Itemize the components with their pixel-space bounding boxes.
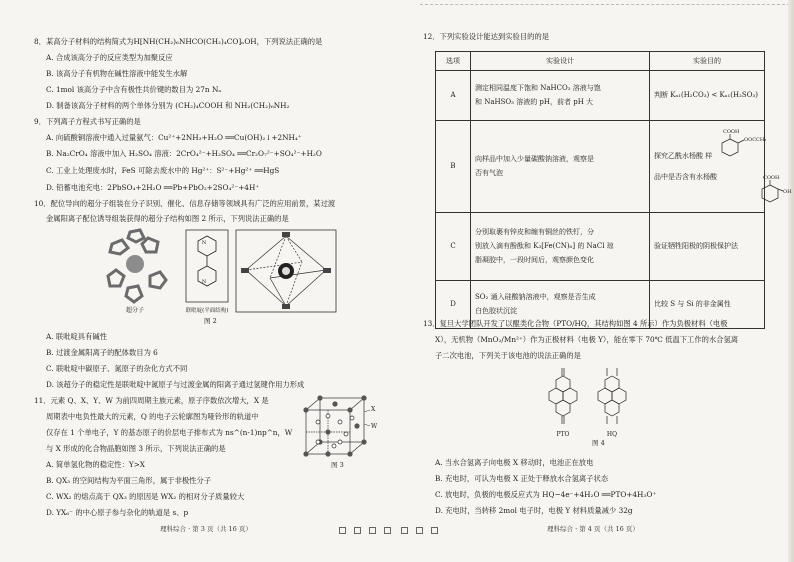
- q11-option-c: C. WX₂ 的熔点高于 QX₃ 的原因是 WX₂ 的相对分子质量较大: [46, 492, 245, 501]
- fig4-label-hq: HQ: [606, 431, 618, 438]
- figure-2: [90, 226, 370, 318]
- q10-option-d: D. 该超分子的稳定性是联吡啶中氮原子与过渡金属的阳离子通过氢键作用力形成: [46, 380, 305, 389]
- q8-stem: 8．某高分子材料的结构简式为H[NH(CH₂)₆NHCO(CH₂)₄CO]ₙOH，下列说法正确的是: [34, 37, 323, 46]
- q9-option-d: D. 铅蓄电池充电：2PbSO₄+2H₂O ══Pb+PbO₂+2SO₄²⁻+4H⁺: [46, 183, 260, 192]
- q13-option-d: D. 充电时，当转移 2mol 电子时，电极 Y 材料质量减少 32g: [435, 506, 633, 515]
- row-a-option: A: [436, 71, 471, 121]
- q11-option-a: A. 简单氢化物的稳定性：Y>X: [46, 460, 146, 469]
- table-row: [436, 121, 765, 213]
- salicylic-cooh-label: COOH: [763, 175, 780, 181]
- q8-option-d: D. 制备该高分子材料的两个单体分别为 (CH₂)₄COOH 和 NH₂(CH₂)₆NH₂: [46, 101, 290, 110]
- header-design: 实验设计: [471, 52, 650, 71]
- bipyridine-n-bottom: N: [201, 279, 207, 285]
- q9-option-a: A. 向硫酸铜溶液中通入过量氨气：Cu²⁺+2NH₃+H₂O ══Cu(OH)₂↓+2NH₄⁺: [46, 133, 302, 142]
- top-edge-line: [420, 4, 790, 7]
- fig2-label-bipyridine: 联吡啶(平面结构): [185, 308, 229, 314]
- row-c-design-line1: 分别取裹有锌皮和缠有铜丝的铁钉，分: [475, 228, 594, 236]
- row-c-design: [471, 213, 650, 281]
- q9-option-b: B. Na₂CrO₄ 溶液中加入 H₂SO₄ 溶液：2CrO₄²⁻+H₂SO₄ ══Cr₂O₇²⁻+SO₄²⁻+H₂O: [46, 149, 322, 158]
- row-b-design-line2: 否有气泡: [475, 169, 503, 177]
- row-c-design-line2: 别放入滴有酚酞和 K₃[Fe(CN)₆] 的 NaCl 琼: [475, 242, 614, 250]
- table-row: [436, 71, 765, 121]
- header-option: 选项: [436, 52, 471, 71]
- hq-structure: [598, 368, 626, 424]
- q12-stem: 12．下列实验设计能达到实验目的的是: [423, 32, 550, 41]
- salicylic-acid-structure: [754, 171, 794, 207]
- figure-3-crystal-cell: [298, 394, 382, 464]
- header-purpose: 实验目的: [650, 52, 765, 71]
- table-header-row: [436, 52, 765, 71]
- q13-option-a: A. 当水合氢离子向电极 X 移动时，电池正在放电: [435, 458, 594, 467]
- q8-option-b: B. 该高分子有机物在碱性溶液中能发生水解: [46, 69, 188, 78]
- footer-squares-left: [335, 526, 395, 534]
- pto-structure: [549, 368, 577, 424]
- figure-4-pto-hq: [537, 364, 637, 442]
- q13-stem-line2: X），无机物（MnO₂/Mn²⁺）作为正极材料（电极 Y），能在零下 70℃ 低温下工作的水合氢离: [435, 335, 739, 344]
- row-a-design-line2: 和 NaHSO₃ 溶液的 pH，前者 pH 大: [475, 98, 594, 106]
- q11-stem-line1: 11．元素 Q、X、Y、W 为前四周期主族元素，原子序数依次增大，X 是: [34, 396, 269, 405]
- salicylic-oh-label: OH: [783, 189, 792, 195]
- q8-option-c: C. 1mol 该高分子中含有极性共价键的数目为 27n Nₐ: [46, 85, 222, 94]
- q10-stem-line1: 10．配位导向的超分子组装在分子识别、催化、信息存储等领域具有广泛的应用前景，某过渡: [34, 199, 336, 208]
- table-row: [436, 213, 765, 281]
- fig3-label-w: W: [371, 423, 378, 430]
- row-d-design-line2: 白色胶状沉淀: [475, 307, 517, 315]
- row-a-design: [471, 71, 650, 121]
- q9-stem: 9．下列离子方程式书写正确的是: [34, 117, 141, 126]
- q13-stem-line3: 子二次电池，下列关于该电池的说法正确的是: [435, 351, 581, 360]
- row-d-option: D: [436, 281, 471, 329]
- row-c-purpose: 验证牺牲阳极的阴极保护法: [650, 213, 765, 281]
- row-a-design-line1: 测定相同温度下饱和 NaHCO₃ 溶液与饱: [475, 84, 601, 92]
- fig2-label-supramolecule: 超分子: [125, 307, 145, 314]
- figure-4-caption: 图 4: [592, 439, 605, 447]
- row-b-purpose-line1: 探究乙酰水杨酸 样: [654, 151, 713, 160]
- q8-option-a: A. 合成该高分子的反应类型为加聚反应: [46, 53, 173, 62]
- aspirin-cooh-label: COOH: [723, 129, 740, 135]
- bipyridine-structure: [186, 230, 228, 302]
- octahedral-complex: [236, 230, 336, 312]
- q11-option-d: D. YX₆⁻ 的中心原子参与杂化的轨道是 s、p: [46, 508, 189, 517]
- figure-2-caption: 图 2: [204, 317, 217, 325]
- row-b-purpose: [650, 121, 792, 213]
- row-b-option: B: [436, 121, 471, 213]
- row-b-design-line1: 向样品中加入少量碳酸钠溶液，观察是: [475, 155, 594, 163]
- row-a-purpose: 判断 Kₐ₁(H₂CO₃) < Kₐ₁(H₂SO₃): [650, 71, 765, 121]
- q10-stem-line2: 金属阳离子配位诱导组装获得的超分子结构如图 2 所示，下列说法正确的是: [46, 214, 289, 223]
- q12-experiment-table: [435, 51, 792, 329]
- aspirin-structure: [714, 125, 784, 159]
- figure-3-caption: 图 3: [331, 461, 344, 469]
- q11-stem-line4: 与 X 形成的化合物晶胞如图 3 所示，下列说法正确的是: [46, 444, 226, 453]
- fig4-label-pto: PTO: [556, 431, 570, 438]
- aspirin-oocch3-label: OOCCH₃: [744, 137, 767, 143]
- footer-squares-right: [397, 526, 442, 534]
- row-b-design: [471, 121, 650, 213]
- q10-option-b: B. 过渡金属阳离子的配体数目为 6: [46, 348, 158, 357]
- q10-option-c: C. 联吡啶中碳原子、氮原子的杂化方式不同: [46, 364, 188, 373]
- row-d-purpose: 比较 S 与 Si 的非金属性: [650, 281, 765, 329]
- left-page-footer: 理科综合 · 第 3 页（共 16 页）: [160, 525, 252, 533]
- supramolecule-image: [108, 230, 166, 302]
- q9-option-c: C. 工业上处理废水时，FeS 可除去废水中的 Hg²⁺：S²⁻+Hg²⁺ ══HgS: [46, 166, 280, 175]
- row-c-option: C: [436, 213, 471, 281]
- q11-stem-line2: 周期表中电负性最大的元素，Q 的电子云轮廓图为哑铃形的轨道中: [46, 412, 259, 421]
- page-edge-shadow: [788, 0, 794, 562]
- q13-stem-line1: 13．复旦大学团队开发了以醌类化合物（PTO/HQ，其结构如图 4 所示）作为负极材料（电极: [423, 319, 728, 328]
- row-d-design-line1: SO₂ 通入硅酸钠溶液中，观察是否生成: [475, 293, 596, 301]
- q10-option-a: A. 联吡啶具有碱性: [46, 332, 107, 341]
- bipyridine-n-top: N: [201, 240, 207, 246]
- right-page-footer: 理科综合 · 第 4 页（共 16 页）: [547, 525, 639, 533]
- q13-option-c: C. 放电时，负极的电极反应式为 HQ−4e⁻+4H₂O ══PTO+4H₃O⁺: [435, 490, 657, 499]
- q13-option-b: B. 充电时，可认为电极 X 正处于释放水合氢离子状态: [435, 474, 609, 483]
- row-b-purpose-line2: 品中是否含有水杨酸: [654, 172, 717, 181]
- q11-stem-line3: 仅存在 1 个单电子，Y 的基态原子的价层电子排布式为 ns^(n-1)np^n，W: [46, 428, 293, 437]
- q11-option-b: B. QX₃ 的空间结构为平面三角形，属于非极性分子: [46, 476, 212, 485]
- row-c-design-line3: 脂凝胶中，一段时间后，观察颜色变化: [475, 256, 594, 264]
- fig3-label-x: X: [371, 406, 376, 413]
